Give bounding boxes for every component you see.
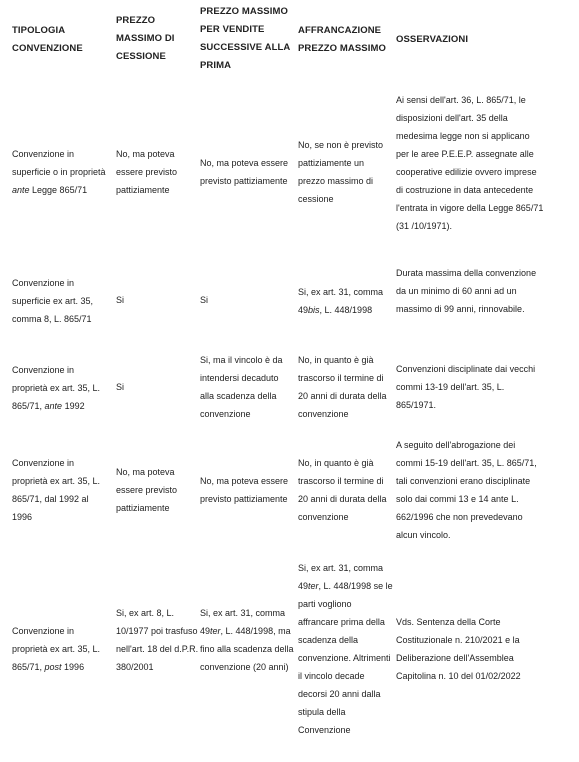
table-row-4-affrancazione: No, in quanto è già trascorso il termine di 20 anni di durata della convenzione bbox=[298, 458, 387, 522]
table-row-5-prezzo-cessione: Si, ex art. 8, L. 10/1977 poi trasfuso nell'art. 18 del d.P.R. 380/2001 bbox=[116, 608, 199, 672]
header-prezzo-cessione: PREZZO MASSIMO DI CESSIONE bbox=[116, 15, 175, 62]
header-prezzo-vendite: PREZZO MASSIMO PER VENDITE SUCCESSIVE ALLA PRIMA bbox=[200, 6, 291, 71]
header-tipologia: TIPOLOGIA CONVENZIONE bbox=[12, 25, 83, 54]
table-row-2-prezzo-vendite: Si bbox=[200, 295, 209, 305]
table-row-2-affrancazione: Si, ex art. 31, comma 49bis, L. 448/1998 bbox=[298, 287, 384, 315]
table-row-2-osservazioni: Durata massima della convenzione da un minimo di 60 anni ad un massimo di 99 anni, rinnovabile. bbox=[396, 268, 537, 314]
table-row-4-osservazioni: A seguito dell'abrogazione dei commi 15-19 dell'art. 35, L. 865/71, tali convenzioni erano disciplinate solo dai commi 13 e 14 ante L. 662/1996 che non prevedevano alcun vincolo. bbox=[396, 440, 537, 540]
table-row-3-prezzo-vendite: Si, ma il vincolo è da intendersi decaduto alla scadenza della convenzione bbox=[200, 355, 283, 419]
table-row-3-tipologia: Convenzione in proprietà ex art. 35, L. 865/71, ante 1992 bbox=[12, 365, 101, 411]
table-row-1-prezzo-vendite: No, ma poteva essere previsto pattiziamente bbox=[200, 158, 289, 186]
table-row-2-tipologia: Convenzione in superficie ex art. 35, comma 8, L. 865/71 bbox=[12, 278, 94, 324]
table-row-1-prezzo-cessione: No, ma poteva essere previsto pattiziamente bbox=[116, 149, 178, 195]
table-row-4-tipologia: Convenzione in proprietà ex art. 35, L. 865/71, dal 1992 al 1996 bbox=[12, 458, 101, 522]
table-row-3-affrancazione: No, in quanto è già trascorso il termine di 20 anni di durata della convenzione bbox=[298, 355, 387, 419]
header-affrancazione: AFFRANCAZIONE PREZZO MASSIMO bbox=[298, 25, 386, 54]
table-row-1-tipologia: Convenzione in superficie o in proprietà ante Legge 865/71 bbox=[12, 149, 106, 195]
table-row-5-osservazioni: Vds. Sentenza della Corte Costituzionale n. 210/2021 e la Deliberazione dell'Assemblea Capitolina n. 10 del 01/02/2022 bbox=[396, 617, 521, 681]
table-row-3-prezzo-cessione: Si bbox=[116, 382, 125, 392]
table-row-2-prezzo-cessione: Si bbox=[116, 295, 125, 305]
table-row-4-prezzo-vendite: No, ma poteva essere previsto pattiziamente bbox=[200, 476, 289, 504]
table-row-1-osservazioni: Ai sensi dell'art. 36, L. 865/71, le disposizioni dell'art. 35 della medesima legge non si applicano per le aree P.E.E.P. assegnate alle cooperative edilizie ovvero imprese di costruzione in data antecedente l'entrata in vigore della Legge 865/71 (31 /10/1971). bbox=[396, 95, 544, 231]
table-row-5-affrancazione: Si, ex art. 31, comma 49ter, L. 448/1998 se le parti vogliono affrancare prima della scadenza della convenzione. Altrimenti il vincolo decade decorsi 20 anni dalla stipula della Convenzione bbox=[298, 563, 393, 735]
table-row-1-affrancazione: No, se non è previsto pattiziamente un prezzo massimo di cessione bbox=[298, 140, 384, 204]
table-row-3-osservazioni: Convenzioni disciplinate dai vecchi commi 13-19 dell'art. 35, L. 865/1971. bbox=[396, 364, 536, 410]
header-osservazioni: OSSERVAZIONI bbox=[396, 34, 469, 45]
table-row-5-tipologia: Convenzione in proprietà ex art. 35, L. 865/71, post 1996 bbox=[12, 626, 101, 672]
table-row-4-prezzo-cessione: No, ma poteva essere previsto pattiziamente bbox=[116, 467, 178, 513]
table-row-5-prezzo-vendite: Si, ex art. 31, comma 49ter, L. 448/1998, ma fino alla scadenza della convenzione (20 anni) bbox=[200, 608, 294, 672]
